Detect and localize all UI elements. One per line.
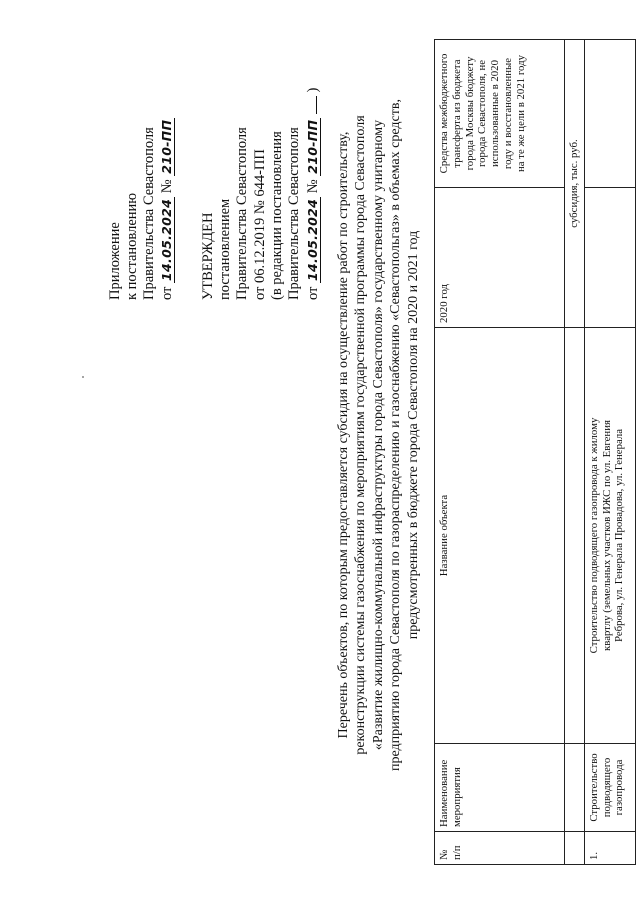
subheader-empty-3 (565, 328, 585, 744)
subheader-empty-1 (565, 832, 585, 865)
subheader-empty-2 (565, 744, 585, 832)
appendix-number-prefix: № (158, 179, 175, 194)
header-2020: 2020 год (435, 188, 565, 328)
title-line-1: Перечень объектов, по которым предоставляется субсидия на осуществление работ по строительству, (336, 131, 351, 739)
appendix-title: Приложение (107, 222, 123, 300)
document-title (335, 95, 422, 775)
appendix-date-prefix: от (158, 286, 175, 300)
approved-date-line (303, 88, 320, 300)
row-num: 1. (584, 832, 635, 865)
appendix-number: 210-ПП (158, 119, 174, 174)
row-object: Строительство подводящего газопровода к жилому квартлу (земельных участков ИЖС по ул. Евгения Реброва, ул. Генерала Провадова, ул. Генерала (584, 328, 635, 744)
approved-title: УТВЕРЖДЕН (200, 212, 216, 300)
title-line-2: реконструкции системы газоснабжения по мероприятиям государственной программы города Севастополя (353, 115, 369, 755)
table-row (584, 40, 635, 865)
appendix-line-2: к постановлению (124, 192, 141, 300)
approved-date-prefix: от (305, 286, 322, 300)
approved-line-2: постановлением (217, 198, 234, 300)
table-subheader-row (565, 40, 585, 865)
approved-line-6: Правительства Севастополя (285, 127, 302, 300)
header-funds: Средства межбюджетного трансферта из бюджета города Москвы бюджету города Севастополя, не использованные в 2020 году и восстановленные на те же цели в 2021 году (435, 40, 565, 188)
approved-line-5: (в редакции постановления (268, 131, 285, 300)
header-object: Название объекта (435, 328, 565, 744)
approved-block (200, 88, 320, 300)
approved-date: 14.05.2024 (305, 198, 321, 281)
objects-table (434, 39, 636, 865)
approved-number: 210-ПП (305, 119, 321, 174)
header-measure: Наименование мероприятия (435, 744, 565, 832)
appendix-line-3: Правительства Севастополя (141, 127, 158, 300)
approved-closing-paren: ) (305, 87, 322, 93)
title-line-4: предприятию города Севастополя по газораспределению и газоснабжению «Севастопольгаз» в объемах средств, (388, 99, 404, 771)
row-measure: Строительство подводящего газопровода (584, 744, 635, 832)
approved-line-3: Правительства Севастополя (234, 127, 251, 300)
row-2020 (584, 188, 635, 328)
approved-number-prefix: № (305, 179, 322, 194)
approved-underline-gap (303, 96, 317, 114)
appendix-block (107, 118, 176, 300)
approved-line-4: от 06.12.2019 № 644-ПП (251, 149, 268, 300)
row-funds (584, 40, 635, 188)
table-header-row (435, 40, 565, 865)
title-line-5: предусмотренных в бюджете города Севастополя на 2020 и 2021 год (405, 230, 421, 640)
appendix-date-line (159, 118, 176, 300)
title-line-3: «Развитие жилищно-коммунальной инфраструктуры города Севастополя» государственному унитарному (370, 119, 386, 751)
appendix-date: 14.05.2024 (158, 198, 174, 281)
header-num: № п/п (435, 832, 565, 865)
subsidy-label: субсидия, тыс. руб. (565, 40, 585, 328)
